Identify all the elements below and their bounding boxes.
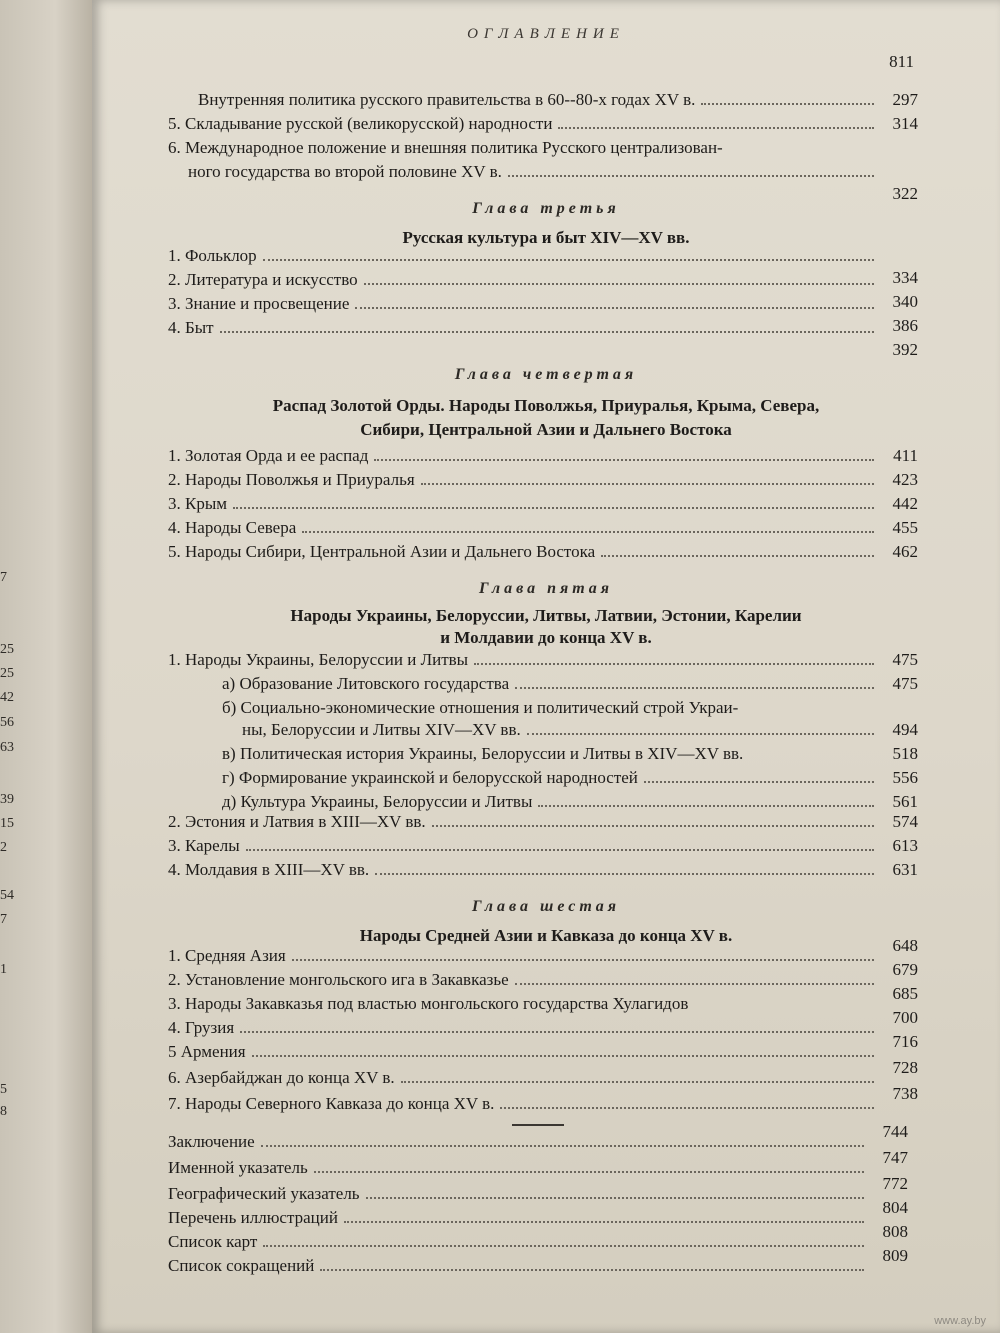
- edge-number: 25: [0, 642, 14, 657]
- toc-entry-page: 475: [892, 650, 918, 669]
- toc-entry-text: 3. Народы Закавказья под властью монгольского государства Хулагидов: [168, 994, 689, 1013]
- toc-entry[interactable]: [188, 160, 918, 203]
- edge-number: 54: [0, 888, 14, 903]
- toc-entry-text: 4. Грузия: [168, 1018, 235, 1037]
- toc-entry[interactable]: [168, 648, 918, 670]
- toc-entry[interactable]: [168, 936, 918, 966]
- chapter-title: Русская культура и быт XIV—XV вв.: [402, 228, 690, 247]
- toc-entry[interactable]: [168, 858, 918, 880]
- toc-entry-text: 1. Золотая Орда и ее распад: [168, 446, 369, 465]
- toc-entry[interactable]: [168, 112, 918, 134]
- toc-entry[interactable]: [168, 960, 918, 990]
- running-title: ОГЛАВЛЕНИЕ: [467, 26, 625, 42]
- edge-number: 15: [0, 816, 14, 831]
- toc-entry-page: 455: [892, 518, 918, 537]
- chapter-title-line: и Молдавии до конца XV в.: [440, 628, 652, 647]
- chapter-heading: Глава третья: [472, 200, 620, 217]
- toc-entry[interactable]: [222, 672, 918, 694]
- toc-entry-text: 4. Быт: [168, 318, 214, 337]
- toc-entry[interactable]: [168, 516, 918, 538]
- toc-entry-page: 809: [882, 1246, 908, 1265]
- toc-entry-text: б) Социально-экономические отношения и политический строй Украи-: [222, 698, 739, 717]
- toc-entry-text: г) Формирование украинской и белорусской народностей: [222, 768, 638, 787]
- dot-leader: [601, 555, 874, 557]
- toc-entry-page: 716: [892, 1032, 918, 1051]
- toc-entry-text: Именной указатель: [168, 1158, 308, 1177]
- dot-leader: [364, 283, 874, 285]
- page-number: 811: [889, 52, 914, 71]
- toc-entry-text: 5. Складывание русской (великорусской) народности: [168, 114, 553, 133]
- toc-entry[interactable]: [168, 810, 918, 832]
- toc-entry[interactable]: [168, 1222, 908, 1252]
- chapter-heading: Глава шестая: [471, 898, 621, 915]
- toc-entry-page: 728: [892, 1058, 918, 1077]
- dot-leader: [644, 781, 874, 783]
- edge-number: 7: [0, 570, 7, 585]
- toc-entry[interactable]: [222, 742, 918, 764]
- toc-entry-page: 386: [892, 316, 918, 335]
- dot-leader: [314, 1171, 864, 1173]
- toc-entry-page: 442: [892, 494, 918, 513]
- edge-number: 5: [0, 1082, 7, 1097]
- dot-leader: [220, 331, 874, 333]
- edge-number: 8: [0, 1104, 7, 1119]
- toc-entry-text: Заключение: [168, 1132, 255, 1151]
- toc-entry-text: 2. Литература и искусство: [168, 270, 358, 289]
- edge-number: 2: [0, 840, 7, 855]
- dot-leader: [421, 483, 874, 485]
- edge-number: 39: [0, 792, 14, 807]
- dot-leader: [701, 103, 874, 105]
- dot-leader: [252, 1055, 874, 1057]
- toc-entry-page: 494: [892, 720, 918, 739]
- toc-entry-text: 6. Азербайджан до конца XV в.: [168, 1068, 395, 1087]
- toc-entry-text: 1. Фольклор: [168, 246, 257, 265]
- chapter-title-line: Народы Украины, Белоруссии, Литвы, Латвии, Эстонии, Карелии: [290, 606, 802, 625]
- toc-entry-page: 747: [882, 1148, 908, 1167]
- dot-leader: [246, 849, 874, 851]
- dot-leader: [355, 307, 874, 309]
- book-page: [92, 0, 1000, 1333]
- dot-leader: [401, 1081, 874, 1083]
- toc-entry-text: 1. Народы Украины, Белоруссии и Литвы: [168, 650, 469, 669]
- toc-entry-page: 322: [892, 184, 918, 203]
- toc-entry-text: а) Образование Литовского государства: [222, 674, 510, 693]
- toc-entry-page: 700: [892, 1008, 918, 1027]
- toc-entry[interactable]: [168, 1008, 918, 1038]
- edge-number: 7: [0, 912, 7, 927]
- toc-entry-text: ны, Белоруссии и Литвы XIV—XV вв.: [242, 720, 521, 739]
- dot-leader: [240, 1031, 874, 1033]
- toc-entry-page: 518: [892, 744, 918, 763]
- toc-entry-text: 4. Народы Севера: [168, 518, 297, 537]
- dot-leader: [538, 805, 874, 807]
- toc-entry-page: 808: [882, 1222, 908, 1241]
- toc-entry-page: 772: [882, 1174, 908, 1193]
- chapter-title: Народы Средней Азии и Кавказа до конца XV в.: [359, 926, 733, 945]
- toc-entry-text: 2. Эстония и Латвия в XIII—XV вв.: [168, 812, 426, 831]
- toc-entry[interactable]: [168, 1084, 918, 1114]
- edge-number: 42: [0, 690, 14, 705]
- dot-leader: [558, 127, 874, 129]
- dot-leader: [320, 1269, 864, 1271]
- toc-entry-text: 6. Международное положение и внешняя политика Русского централизован-: [168, 138, 723, 157]
- toc-entry[interactable]: [168, 540, 918, 562]
- toc-entry-page: 475: [892, 674, 918, 693]
- dot-leader: [508, 175, 874, 177]
- toc-entry-page: 462: [892, 542, 918, 561]
- dot-leader: [263, 1245, 864, 1247]
- separator-rule: [512, 1124, 564, 1126]
- toc-entry-page: 556: [892, 768, 918, 787]
- toc-entry[interactable]: [222, 766, 918, 788]
- toc-entry[interactable]: [168, 444, 918, 466]
- toc-entry-text: Перечень иллюстраций: [168, 1208, 338, 1227]
- chapter-title-line: Сибири, Центральной Азии и Дальнего Востока: [360, 420, 732, 439]
- toc-entry[interactable]: [168, 1032, 918, 1062]
- toc-entry[interactable]: [198, 88, 918, 110]
- dot-leader: [263, 259, 874, 261]
- dot-leader: [292, 959, 874, 961]
- toc-entry[interactable]: [168, 1198, 908, 1228]
- toc-entry-page: 334: [892, 268, 918, 287]
- toc-entry-page: 392: [892, 340, 918, 359]
- toc-entry[interactable]: [168, 468, 918, 490]
- dot-leader: [366, 1197, 864, 1199]
- toc-entry[interactable]: [168, 1058, 918, 1088]
- dot-leader: [432, 825, 874, 827]
- toc-entry-page: 685: [892, 984, 918, 1003]
- toc-entry[interactable]: [168, 984, 918, 1014]
- toc-entry[interactable]: [168, 1148, 908, 1178]
- toc-entry[interactable]: [222, 696, 918, 718]
- dot-leader: [375, 873, 874, 875]
- toc-entry-text: 2. Народы Поволжья и Приуралья: [168, 470, 415, 489]
- dot-leader: [527, 733, 874, 735]
- toc-entry[interactable]: [168, 1174, 908, 1204]
- chapter-heading: Глава пятая: [479, 580, 613, 597]
- toc-entry-page: 744: [882, 1122, 908, 1141]
- toc-entry-text: Список карт: [168, 1232, 258, 1251]
- toc-entry[interactable]: [168, 1246, 908, 1276]
- adjacent-page-edge: [0, 0, 92, 1333]
- toc-entry-page: 340: [892, 292, 918, 311]
- toc-entry[interactable]: [168, 492, 918, 514]
- edge-number: 1: [0, 962, 7, 977]
- dot-leader: [302, 531, 874, 533]
- watermark: www.ay.by: [934, 1315, 986, 1327]
- toc-entry-text: Географический указатель: [168, 1184, 360, 1203]
- toc-entry-page: 297: [892, 90, 918, 109]
- toc-entry-text: д) Культура Украины, Белоруссии и Литвы: [222, 792, 533, 811]
- chapter-title-line: Распад Золотой Орды. Народы Поволжья, Приуралья, Крыма, Севера,: [272, 396, 820, 415]
- toc-entry-page: 314: [892, 114, 918, 133]
- toc-entry-text: Внутренняя политика русского правительства в 60--80-х годах XV в.: [198, 90, 696, 109]
- toc-entry-text: 1. Средняя Азия: [168, 946, 286, 965]
- toc-entry-text: 3. Крым: [168, 494, 228, 513]
- toc-entry-text: 3. Знание и просвещение: [168, 294, 350, 313]
- dot-leader: [474, 663, 874, 665]
- toc-entry[interactable]: [168, 1122, 908, 1152]
- toc-entry-page: 648: [892, 936, 918, 955]
- dot-leader: [233, 507, 874, 509]
- toc-entry-page: 631: [892, 860, 918, 879]
- toc-entry-text: 5. Народы Сибири, Центральной Азии и Дальнего Востока: [168, 542, 596, 561]
- toc-entry-page: 679: [892, 960, 918, 979]
- edge-number: 63: [0, 740, 14, 755]
- toc-entry-page: 804: [882, 1198, 908, 1217]
- toc-entry-text: 7. Народы Северного Кавказа до конца XV в.: [168, 1094, 495, 1113]
- toc-entry-page: 574: [892, 812, 918, 831]
- dot-leader: [261, 1145, 864, 1147]
- edge-number: 56: [0, 715, 14, 730]
- toc-entry[interactable]: [168, 136, 918, 158]
- dot-leader: [515, 983, 874, 985]
- toc-entry-text: в) Политическая история Украины, Белоруссии и Литвы в XIV—XV вв.: [222, 744, 744, 763]
- toc-entry-text: 5 Армения: [168, 1042, 246, 1061]
- toc-entry[interactable]: [168, 834, 918, 856]
- toc-entry-text: 2. Установление монгольского ига в Закавказье: [168, 970, 509, 989]
- toc-entry-text: ного государства во второй половине XV в.: [188, 162, 502, 181]
- toc-entry-text: 3. Карелы: [168, 836, 240, 855]
- toc-entry-text: Список сокращений: [168, 1256, 315, 1275]
- toc-entry[interactable]: [222, 790, 918, 812]
- dot-leader: [344, 1221, 864, 1223]
- toc-entry[interactable]: [242, 718, 918, 740]
- toc-entry-page: 411: [893, 446, 918, 465]
- toc-entry-page: 613: [892, 836, 918, 855]
- edge-number: 25: [0, 666, 14, 681]
- toc-entry-page: 561: [892, 792, 918, 811]
- dot-leader: [515, 687, 874, 689]
- toc-entry-page: 738: [892, 1084, 918, 1103]
- toc-entry[interactable]: [168, 316, 918, 359]
- dot-leader: [374, 459, 874, 461]
- dot-leader: [500, 1107, 874, 1109]
- toc-entry-page: 423: [892, 470, 918, 489]
- chapter-heading: Глава четвертая: [454, 366, 638, 383]
- toc-entry-text: 4. Молдавия в XIII—XV вв.: [168, 860, 370, 879]
